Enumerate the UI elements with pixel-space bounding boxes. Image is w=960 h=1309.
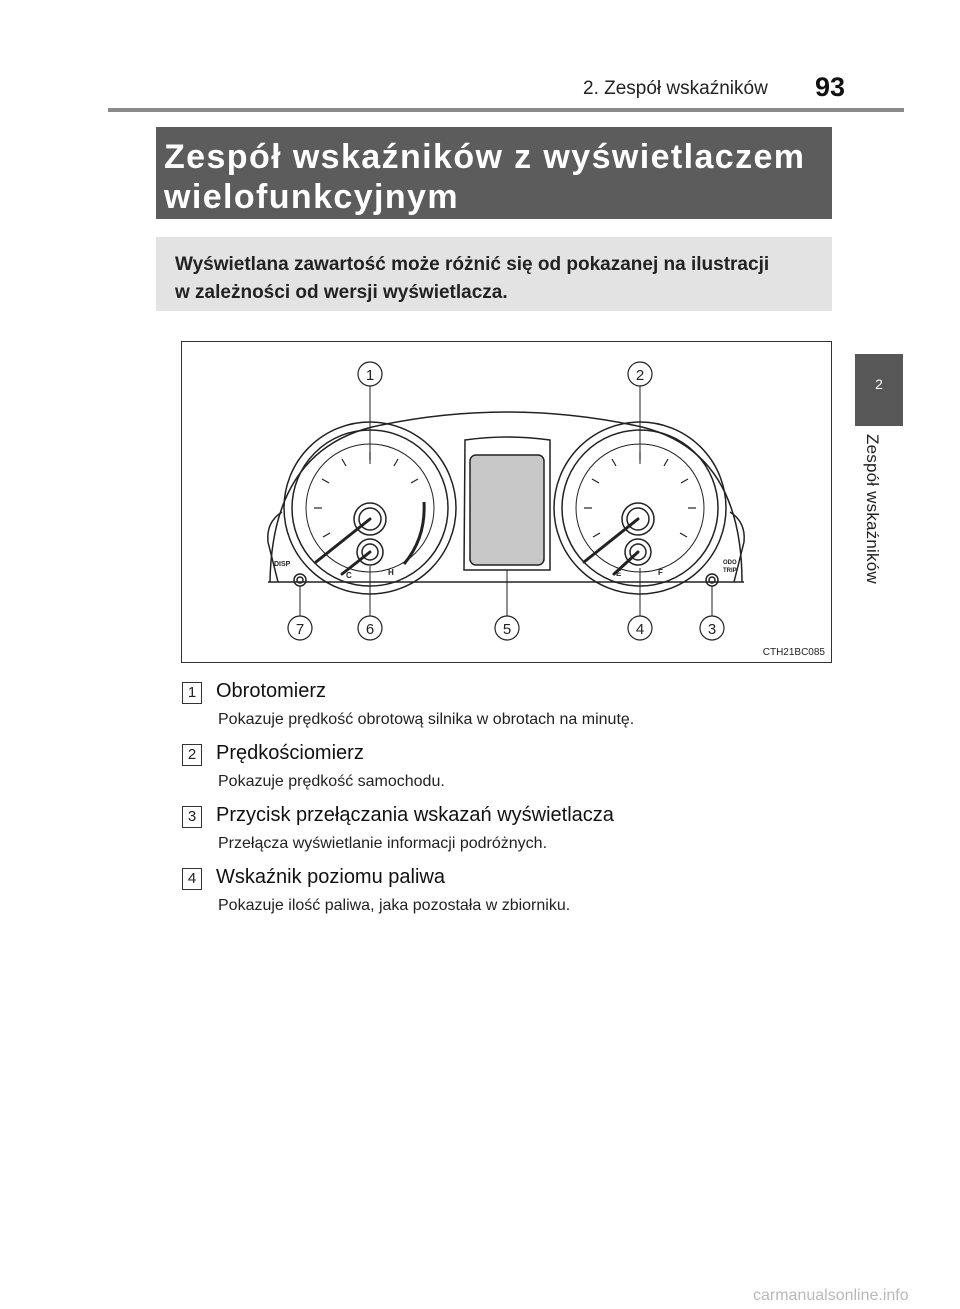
instrument-cluster-illustration — [182, 342, 831, 662]
list-item — [180, 742, 840, 804]
side-chapter-label: Zespół wskaźników — [863, 434, 882, 584]
intro-note-box — [156, 237, 832, 311]
item-number: 2 — [182, 744, 202, 766]
section-title-line-1: Zespół wskaźników z wyświetlaczem — [164, 138, 806, 176]
header-section-title: 2. Zespół wskaźników — [583, 78, 768, 99]
temp-cold-label: C — [346, 571, 352, 580]
fuel-full-label: F — [658, 568, 663, 577]
item-number: 1 — [182, 682, 202, 704]
callout-3: 3 — [707, 621, 717, 638]
item-title: Przycisk przełączania wskazań wyświetlacza — [216, 804, 614, 826]
item-title: Obrotomierz — [216, 680, 327, 702]
callout-1: 1 — [365, 367, 375, 384]
item-number: 3 — [182, 806, 202, 828]
callout-7: 7 — [295, 621, 305, 638]
figure-code: CTH21BC085 — [762, 647, 825, 658]
section-title-line-2: wielofunkcyjnym — [164, 178, 459, 216]
item-title: Prędkościomierz — [216, 742, 364, 764]
odo-label: ODO — [723, 560, 737, 566]
fuel-empty-label: E — [616, 569, 622, 578]
list-item — [180, 680, 840, 742]
callout-6: 6 — [365, 621, 375, 638]
page-number: 93 — [815, 72, 846, 102]
item-description: Pokazuje prędkość samochodu. — [218, 773, 445, 790]
header-rule — [108, 108, 904, 112]
trip-label: TRIP — [723, 568, 737, 574]
callout-2: 2 — [635, 367, 645, 384]
temp-hot-label: H — [388, 568, 394, 577]
list-item — [180, 804, 840, 866]
disp-label: DISP — [274, 561, 291, 568]
callout-5: 5 — [502, 621, 512, 638]
legend-list — [180, 680, 840, 928]
intro-note-line-1: Wyświetlana zawartość może różnić się od pokazanej na ilustracji — [175, 254, 770, 275]
section-title-box — [156, 127, 832, 219]
intro-note-line-2: w zależności od wersji wyświetlacza. — [175, 282, 508, 303]
list-item — [180, 866, 840, 928]
item-title: Wskaźnik poziomu paliwa — [216, 866, 445, 888]
item-description: Przełącza wyświetlanie informacji podróżnych. — [218, 835, 548, 852]
instrument-cluster-figure — [181, 341, 832, 663]
item-number: 4 — [182, 868, 202, 890]
side-chapter-number: 2 — [875, 376, 883, 392]
watermark: carmanualsonline.info — [753, 1287, 909, 1304]
item-description: Pokazuje ilość paliwa, jaka pozostała w zbiorniku. — [218, 897, 571, 914]
callout-4: 4 — [635, 621, 645, 638]
item-description: Pokazuje prędkość obrotową silnika w obrotach na minutę. — [218, 711, 635, 728]
